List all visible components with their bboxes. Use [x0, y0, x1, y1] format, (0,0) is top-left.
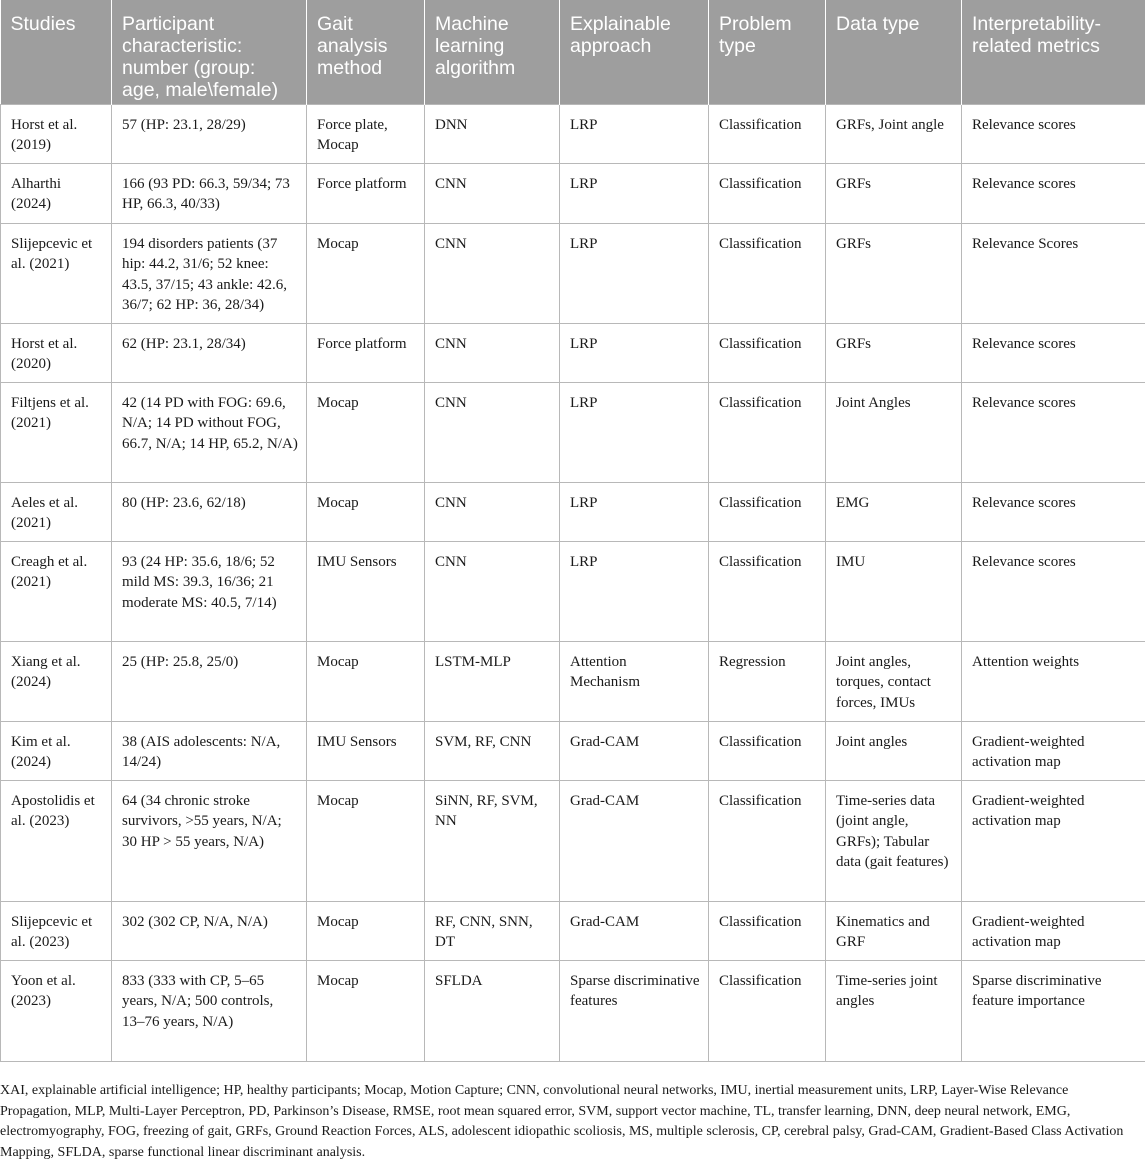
- table-row: [1, 104, 1145, 163]
- cell-study: Apostolidis et al. (2023): [1, 780, 112, 901]
- cell-interpretability-metric: Relevance scores: [962, 104, 1145, 163]
- cell-study: Horst et al. (2019): [1, 104, 112, 163]
- cell-gait-method: Mocap: [307, 901, 425, 960]
- cell-gait-method: IMU Sensors: [307, 541, 425, 641]
- cell-gait-method: Mocap: [307, 482, 425, 541]
- cell-ml-algorithm: RF, CNN, SNN, DT: [425, 901, 560, 960]
- cell-problem-type: Classification: [709, 104, 826, 163]
- cell-explainable-approach: LRP: [560, 482, 709, 541]
- header-explainable-approach: Explainable approach: [560, 0, 709, 104]
- header-participant-characteristic: Participant characteristic: number (group: age, male\female): [112, 0, 307, 104]
- cell-interpretability-metric: Relevance scores: [962, 163, 1145, 223]
- cell-study: Xiang et al. (2024): [1, 641, 112, 721]
- cell-data-type: Joint angles, torques, contact forces, IMUs: [826, 641, 962, 721]
- cell-participants: 64 (34 chronic stroke survivors, >55 years, N/A; 30 HP > 55 years, N/A): [112, 780, 307, 901]
- table-body: [1, 104, 1145, 1061]
- cell-participants: 302 (302 CP, N/A, N/A): [112, 901, 307, 960]
- cell-participants: 38 (AIS adolescents: N/A, 14/24): [112, 721, 307, 780]
- cell-interpretability-metric: Relevance scores: [962, 323, 1145, 382]
- cell-ml-algorithm: CNN: [425, 163, 560, 223]
- table-row: [1, 780, 1145, 901]
- cell-explainable-approach: LRP: [560, 104, 709, 163]
- cell-ml-algorithm: CNN: [425, 541, 560, 641]
- cell-ml-algorithm: CNN: [425, 382, 560, 482]
- header-data-type: Data type: [826, 0, 962, 104]
- cell-study: Aeles et al. (2021): [1, 482, 112, 541]
- cell-explainable-approach: Attention Mechanism: [560, 641, 709, 721]
- cell-problem-type: Classification: [709, 721, 826, 780]
- cell-participants: 42 (14 PD with FOG: 69.6, N/A; 14 PD without FOG, 66.7, N/A; 14 HP, 65.2, N/A): [112, 382, 307, 482]
- cell-explainable-approach: Grad-CAM: [560, 721, 709, 780]
- cell-interpretability-metric: Relevance scores: [962, 382, 1145, 482]
- cell-data-type: GRFs: [826, 223, 962, 323]
- table-row: [1, 323, 1145, 382]
- cell-explainable-approach: LRP: [560, 541, 709, 641]
- cell-explainable-approach: Sparse discriminative features: [560, 960, 709, 1061]
- cell-interpretability-metric: Gradient-weighted activation map: [962, 901, 1145, 960]
- cell-study: Slijepcevic et al. (2023): [1, 901, 112, 960]
- cell-gait-method: Mocap: [307, 960, 425, 1061]
- cell-interpretability-metric: Sparse discriminative feature importance: [962, 960, 1145, 1061]
- cell-problem-type: Classification: [709, 223, 826, 323]
- cell-gait-method: Mocap: [307, 780, 425, 901]
- cell-study: Slijepcevic et al. (2021): [1, 223, 112, 323]
- cell-problem-type: Regression: [709, 641, 826, 721]
- cell-problem-type: Classification: [709, 163, 826, 223]
- cell-study: Yoon et al. (2023): [1, 960, 112, 1061]
- cell-data-type: GRFs: [826, 323, 962, 382]
- cell-interpretability-metric: Relevance scores: [962, 482, 1145, 541]
- table-row: [1, 382, 1145, 482]
- cell-problem-type: Classification: [709, 901, 826, 960]
- cell-ml-algorithm: CNN: [425, 323, 560, 382]
- cell-participants: 166 (93 PD: 66.3, 59/34; 73 HP, 66.3, 40/33): [112, 163, 307, 223]
- table-row: [1, 721, 1145, 780]
- cell-study: Horst et al. (2020): [1, 323, 112, 382]
- table-row: [1, 960, 1145, 1061]
- header-gait-analysis-method: Gait analysis method: [307, 0, 425, 104]
- cell-data-type: GRFs, Joint angle: [826, 104, 962, 163]
- cell-study: Kim et al. (2024): [1, 721, 112, 780]
- cell-interpretability-metric: Gradient-weighted activation map: [962, 721, 1145, 780]
- cell-gait-method: Force platform: [307, 323, 425, 382]
- header-problem-type: Problem type: [709, 0, 826, 104]
- cell-explainable-approach: LRP: [560, 382, 709, 482]
- cell-gait-method: Mocap: [307, 223, 425, 323]
- cell-data-type: GRFs: [826, 163, 962, 223]
- header-studies: Studies: [1, 0, 112, 104]
- cell-gait-method: Force plate, Mocap: [307, 104, 425, 163]
- cell-explainable-approach: LRP: [560, 223, 709, 323]
- cell-participants: 62 (HP: 23.1, 28/34): [112, 323, 307, 382]
- cell-ml-algorithm: CNN: [425, 482, 560, 541]
- cell-ml-algorithm: LSTM-MLP: [425, 641, 560, 721]
- cell-ml-algorithm: SiNN, RF, SVM, NN: [425, 780, 560, 901]
- cell-gait-method: IMU Sensors: [307, 721, 425, 780]
- cell-gait-method: Force platform: [307, 163, 425, 223]
- cell-participants: 80 (HP: 23.6, 62/18): [112, 482, 307, 541]
- cell-ml-algorithm: DNN: [425, 104, 560, 163]
- cell-participants: 93 (24 HP: 35.6, 18/6; 52 mild MS: 39.3, 16/36; 21 moderate MS: 40.5, 7/14): [112, 541, 307, 641]
- cell-problem-type: Classification: [709, 482, 826, 541]
- cell-problem-type: Classification: [709, 541, 826, 641]
- cell-interpretability-metric: Gradient-weighted activation map: [962, 780, 1145, 901]
- cell-problem-type: Classification: [709, 960, 826, 1061]
- table-row: [1, 541, 1145, 641]
- cell-interpretability-metric: Attention weights: [962, 641, 1145, 721]
- cell-study: Creagh et al. (2021): [1, 541, 112, 641]
- cell-data-type: Time-series joint angles: [826, 960, 962, 1061]
- cell-ml-algorithm: SVM, RF, CNN: [425, 721, 560, 780]
- cell-study: Alharthi (2024): [1, 163, 112, 223]
- cell-problem-type: Classification: [709, 323, 826, 382]
- cell-explainable-approach: Grad-CAM: [560, 780, 709, 901]
- header-machine-learning-algorithm: Machine learning algorithm: [425, 0, 560, 104]
- table-row: [1, 163, 1145, 223]
- cell-participants: 194 disorders patients (37 hip: 44.2, 31/6; 52 knee: 43.5, 37/15; 43 ankle: 42.6, 36/7; 62 HP: 36, 28/34): [112, 223, 307, 323]
- cell-problem-type: Classification: [709, 780, 826, 901]
- cell-interpretability-metric: Relevance Scores: [962, 223, 1145, 323]
- table-row: [1, 482, 1145, 541]
- cell-participants: 25 (HP: 25.8, 25/0): [112, 641, 307, 721]
- cell-problem-type: Classification: [709, 382, 826, 482]
- cell-data-type: Time-series data (joint angle, GRFs); Tabular data (gait features): [826, 780, 962, 901]
- cell-participants: 833 (333 with CP, 5–65 years, N/A; 500 controls, 13–76 years, N/A): [112, 960, 307, 1061]
- cell-data-type: Kinematics and GRF: [826, 901, 962, 960]
- cell-interpretability-metric: Relevance scores: [962, 541, 1145, 641]
- cell-ml-algorithm: SFLDA: [425, 960, 560, 1061]
- cell-explainable-approach: LRP: [560, 163, 709, 223]
- table-row: [1, 641, 1145, 721]
- cell-gait-method: Mocap: [307, 641, 425, 721]
- cell-data-type: EMG: [826, 482, 962, 541]
- cell-ml-algorithm: CNN: [425, 223, 560, 323]
- table-row: [1, 901, 1145, 960]
- cell-data-type: Joint Angles: [826, 382, 962, 482]
- cell-participants: 57 (HP: 23.1, 28/29): [112, 104, 307, 163]
- table-row: [1, 223, 1145, 323]
- header-interpretability-metrics: Interpretability- related metrics: [962, 0, 1145, 104]
- table-footnote: XAI, explainable artificial intelligence; HP, healthy participants; Mocap, Motion Capture; CNN, convolutional neural networks, IMU, inertial measurement units, LRP, Layer-Wise Relevance Propagation, MLP, Multi-Layer Perceptron, PD, Parkinson’s Disease, RMSE, root mean squared error, SVM, support vector machine, TL, transfer learning, DNN, deep neural network, EMG, electromyography, FOG, freezing of gait, GRFs, Ground Reaction Forces, ALS, adolescent idiopathic scoliosis, MS, multiple sclerosis, CP, cerebral palsy, Grad-CAM, Gradient-Based Class Activation Mapping, SFLDA, sparse functional linear discriminant analysis.: [0, 1081, 1140, 1163]
- cell-study: Filtjens et al. (2021): [1, 382, 112, 482]
- cell-gait-method: Mocap: [307, 382, 425, 482]
- header-row: [1, 0, 1145, 104]
- cell-data-type: IMU: [826, 541, 962, 641]
- cell-data-type: Joint angles: [826, 721, 962, 780]
- cell-explainable-approach: LRP: [560, 323, 709, 382]
- cell-explainable-approach: Grad-CAM: [560, 901, 709, 960]
